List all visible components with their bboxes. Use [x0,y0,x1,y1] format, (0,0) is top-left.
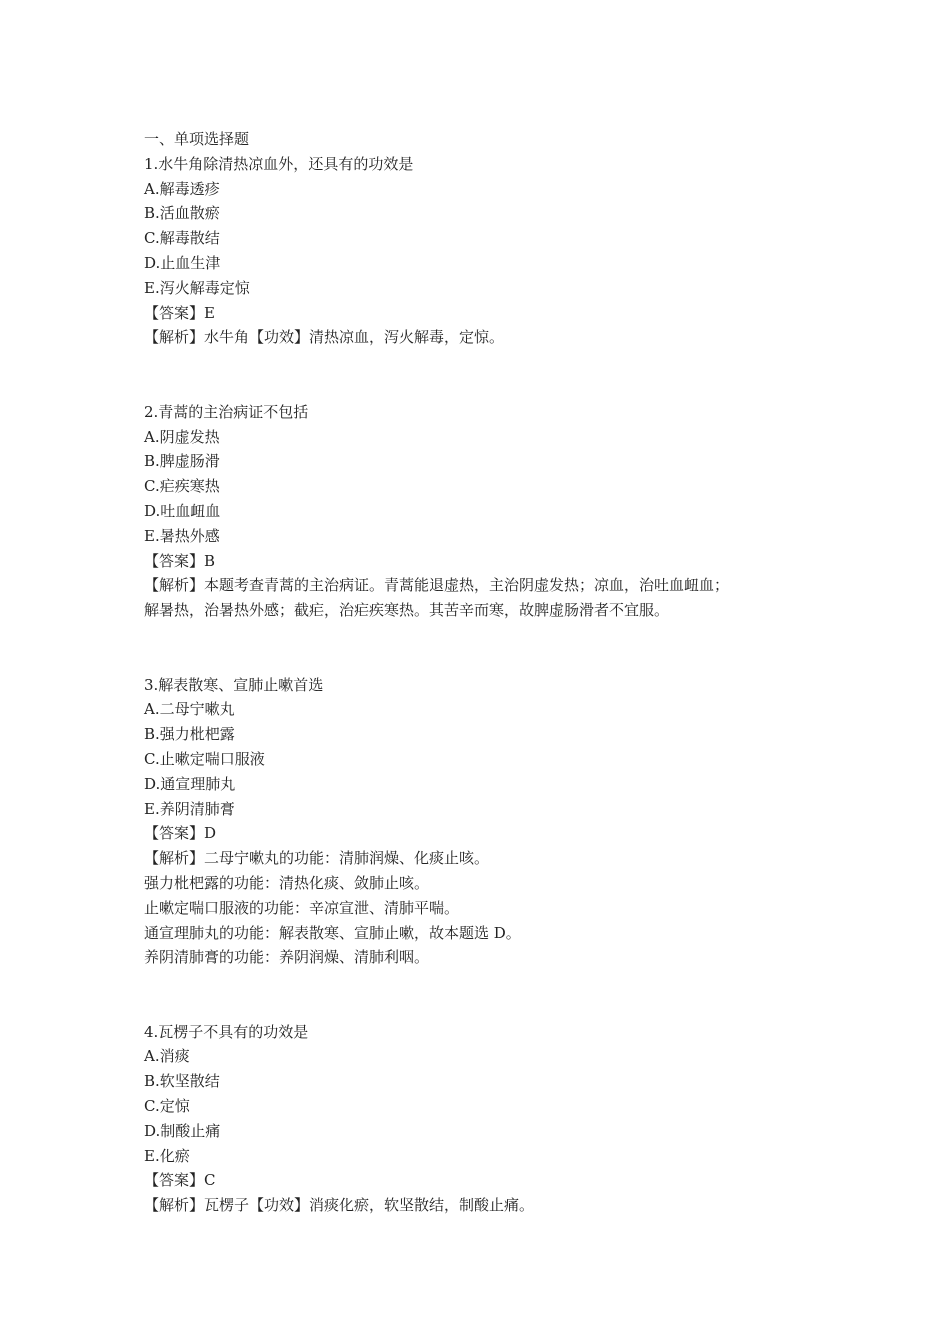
spacer [144,350,814,400]
spacer [144,623,814,673]
option-c: C.解毒散结 [144,229,220,248]
analysis-line: 【解析】本题考查青蒿的主治病证。青蒿能退虚热，主治阴虚发热；凉血，治吐血衄血； [144,576,730,595]
analysis-line: 通宣理肺丸的功能：解表散寒、宣肺止嗽，故本题选 D。 [144,923,521,942]
answer: 【答案】B [144,551,216,570]
answer: 【答案】C [144,1171,216,1190]
analysis-line: 养阴清肺膏的功能：养阴润燥、清肺利咽。 [144,948,430,967]
question-4 [144,1020,814,1218]
option-b: B.软坚散结 [144,1072,220,1091]
option-b: B.强力枇杷露 [144,725,235,744]
question-stem: 1.水牛角除清热凉血外，还具有的功效是 [144,154,414,173]
option-e: E.化瘀 [144,1146,190,1165]
option-d: D.制酸止痛 [144,1121,221,1140]
answer: 【答案】D [144,824,217,843]
question-stem: 3.解表散寒、宣肺止嗽首选 [144,675,324,694]
option-b: B.脾虚肠滑 [144,452,220,471]
analysis-line: 【解析】二母宁嗽丸的功能：清肺润燥、化痰止咳。 [144,849,490,868]
document-page [144,127,814,1218]
option-c: C.疟疾寒热 [144,477,220,496]
question-stem: 4.瓦楞子不具有的功效是 [144,1022,309,1041]
analysis-line: 【解析】瓦楞子【功效】消痰化瘀，软坚散结，制酸止痛。 [144,1196,535,1215]
option-d: D.吐血衄血 [144,501,221,520]
section-title: 一、单项选择题 [144,130,250,148]
question-3 [144,673,814,971]
analysis-line: 强力枇杷露的功能：清热化痰、敛肺止咳。 [144,873,430,892]
option-e: E.泻火解毒定惊 [144,278,250,297]
option-c: C.止嗽定喘口服液 [144,749,265,768]
option-a: A.阴虚发热 [144,427,220,446]
option-d: D.通宣理肺丸 [144,774,236,793]
question-2 [144,400,814,623]
option-a: A.二母宁嗽丸 [144,700,235,719]
option-e: E.暑热外感 [144,526,220,545]
option-b: B.活血散瘀 [144,204,220,223]
option-a: A.消痰 [144,1047,190,1066]
analysis-line: 解暑热，治暑热外感；截疟，治疟疾寒热。其苦辛而寒，故脾虚肠滑者不宜服。 [144,601,670,620]
analysis-line: 止嗽定喘口服液的功能：辛凉宣泄、清肺平喘。 [144,898,460,917]
analysis-line: 【解析】水牛角【功效】清热凉血，泻火解毒，定惊。 [144,328,505,347]
option-d: D.止血生津 [144,253,221,272]
question-1 [144,152,814,350]
spacer [144,970,814,1020]
option-e: E.养阴清肺膏 [144,799,235,818]
question-stem: 2.青蒿的主治病证不包括 [144,402,309,421]
answer: 【答案】E [144,303,215,322]
option-a: A.解毒透疹 [144,179,220,198]
option-c: C.定惊 [144,1097,190,1116]
